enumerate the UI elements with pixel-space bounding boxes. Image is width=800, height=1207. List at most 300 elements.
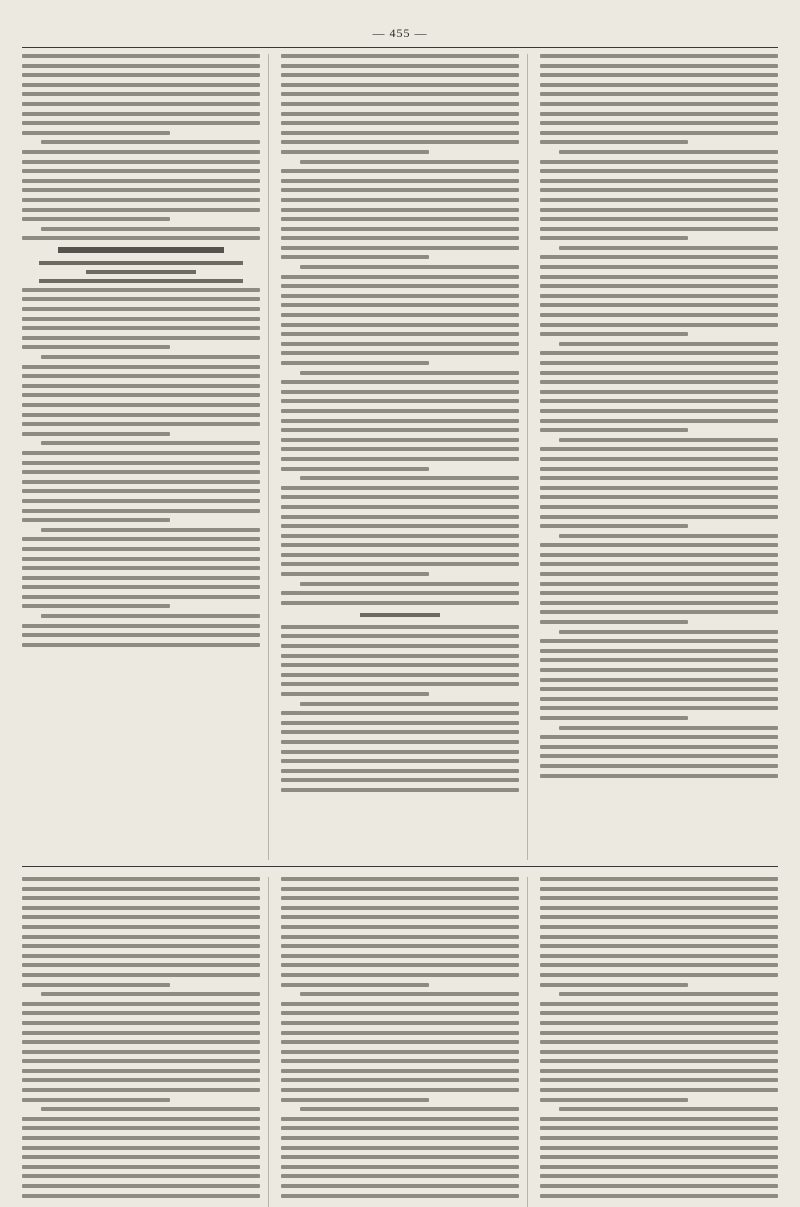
text-line-placeholder xyxy=(22,1098,170,1102)
text-line-placeholder xyxy=(22,1088,260,1092)
text-line-placeholder xyxy=(22,954,260,958)
text-line-placeholder xyxy=(540,112,778,116)
text-line-placeholder xyxy=(22,1126,260,1130)
text-line-placeholder xyxy=(22,365,260,369)
text-line-placeholder xyxy=(22,518,170,522)
text-line-placeholder xyxy=(22,1155,260,1159)
text-line-placeholder xyxy=(281,83,519,87)
text-line-placeholder xyxy=(281,284,519,288)
text-line-placeholder xyxy=(540,1184,778,1188)
text-line-placeholder xyxy=(540,495,778,499)
text-line-placeholder xyxy=(540,457,778,461)
text-line-placeholder xyxy=(281,54,519,58)
lower-column-right xyxy=(540,877,778,1207)
text-line-placeholder xyxy=(281,711,519,715)
text-line-placeholder xyxy=(540,1078,778,1082)
text-line-placeholder xyxy=(540,1098,688,1102)
text-line-placeholder xyxy=(22,896,260,900)
text-line-placeholder xyxy=(540,935,778,939)
text-line-placeholder xyxy=(540,754,778,758)
text-line-placeholder xyxy=(300,1107,519,1111)
upper-column-middle xyxy=(281,54,528,860)
text-line-placeholder xyxy=(22,1146,260,1150)
text-line-placeholder xyxy=(281,1059,519,1063)
text-line-placeholder xyxy=(540,428,688,432)
text-line-placeholder xyxy=(540,591,778,595)
text-line-placeholder xyxy=(281,601,519,605)
text-line-placeholder xyxy=(281,188,519,192)
text-line-placeholder xyxy=(22,422,260,426)
text-line-placeholder xyxy=(540,140,688,144)
text-line-placeholder xyxy=(300,702,519,706)
text-line-placeholder xyxy=(540,1194,778,1198)
text-line-placeholder xyxy=(281,673,519,677)
text-line-placeholder xyxy=(22,131,170,135)
text-line-placeholder xyxy=(540,1117,778,1121)
text-line-placeholder xyxy=(22,413,260,417)
text-line-placeholder xyxy=(281,1021,519,1025)
text-line-placeholder xyxy=(540,1059,778,1063)
text-line-placeholder xyxy=(22,112,260,116)
text-line-placeholder xyxy=(281,973,519,977)
text-line-placeholder xyxy=(22,1117,260,1121)
text-line-placeholder xyxy=(540,332,688,336)
text-line-placeholder xyxy=(540,121,778,125)
text-line-placeholder xyxy=(281,1155,519,1159)
text-line-placeholder xyxy=(559,726,778,730)
text-line-placeholder xyxy=(540,390,778,394)
text-line-placeholder xyxy=(540,896,778,900)
text-line-placeholder xyxy=(22,1165,260,1169)
text-line-placeholder xyxy=(281,721,519,725)
text-line-placeholder xyxy=(540,419,778,423)
text-line-placeholder xyxy=(540,303,778,307)
text-line-placeholder xyxy=(22,432,170,436)
text-line-placeholder xyxy=(540,1088,778,1092)
text-line-placeholder xyxy=(281,983,429,987)
text-line-placeholder xyxy=(41,1107,260,1111)
text-line-placeholder xyxy=(540,275,778,279)
text-line-placeholder xyxy=(22,160,260,164)
text-line-placeholder xyxy=(300,371,519,375)
text-line-placeholder xyxy=(281,1002,519,1006)
text-line-placeholder xyxy=(22,537,260,541)
text-line-placeholder xyxy=(22,54,260,58)
text-line-placeholder xyxy=(540,188,778,192)
text-line-placeholder xyxy=(540,198,778,202)
text-line-placeholder xyxy=(540,217,778,221)
text-line-placeholder xyxy=(281,1050,519,1054)
text-line-placeholder xyxy=(22,64,260,68)
text-line-placeholder xyxy=(22,1194,260,1198)
text-line-placeholder xyxy=(22,73,260,77)
text-line-placeholder xyxy=(540,1011,778,1015)
text-line-placeholder xyxy=(281,1088,519,1092)
text-line-placeholder xyxy=(540,1126,778,1130)
text-line-placeholder xyxy=(281,140,519,144)
text-line-placeholder xyxy=(22,288,260,292)
text-line-placeholder xyxy=(281,1040,519,1044)
header-rule xyxy=(22,47,778,48)
text-line-placeholder xyxy=(281,447,519,451)
text-line-placeholder xyxy=(22,604,170,608)
text-line-placeholder xyxy=(22,217,170,221)
text-line-placeholder xyxy=(540,678,778,682)
upper-article xyxy=(22,54,778,860)
text-line-placeholder xyxy=(540,1165,778,1169)
text-line-placeholder xyxy=(281,121,519,125)
article-divider xyxy=(22,866,778,867)
text-line-placeholder xyxy=(281,428,519,432)
text-line-placeholder xyxy=(559,342,778,346)
text-line-placeholder xyxy=(281,112,519,116)
text-line-placeholder xyxy=(22,643,260,647)
text-line-placeholder xyxy=(540,361,778,365)
text-line-placeholder xyxy=(540,963,778,967)
text-line-placeholder xyxy=(540,265,778,269)
text-line-placeholder xyxy=(540,582,778,586)
text-line-placeholder xyxy=(540,515,778,519)
text-line-placeholder xyxy=(281,323,519,327)
text-line-placeholder xyxy=(281,486,519,490)
text-line-placeholder xyxy=(41,528,260,532)
text-line-placeholder xyxy=(22,461,260,465)
text-line-placeholder xyxy=(22,566,260,570)
text-line-placeholder xyxy=(540,745,778,749)
text-line-placeholder xyxy=(22,509,260,513)
text-line-placeholder xyxy=(22,1021,260,1025)
text-line-placeholder xyxy=(22,179,260,183)
text-line-placeholder xyxy=(281,208,519,212)
text-line-placeholder xyxy=(22,877,260,881)
text-line-placeholder xyxy=(22,403,260,407)
text-line-placeholder xyxy=(281,351,519,355)
text-line-placeholder xyxy=(281,399,519,403)
text-line-placeholder xyxy=(540,1040,778,1044)
text-line-placeholder xyxy=(281,778,519,782)
text-line-placeholder xyxy=(281,1011,519,1015)
text-line-placeholder xyxy=(281,896,519,900)
text-line-placeholder xyxy=(559,992,778,996)
text-line-placeholder xyxy=(281,409,519,413)
text-line-placeholder xyxy=(22,624,260,628)
text-line-placeholder xyxy=(22,489,260,493)
text-line-placeholder xyxy=(22,1078,260,1082)
text-line-placeholder xyxy=(540,973,778,977)
text-line-placeholder xyxy=(281,1194,519,1198)
text-line-placeholder xyxy=(540,208,778,212)
text-line-placeholder xyxy=(559,150,778,154)
text-line-placeholder xyxy=(281,102,519,106)
text-line-placeholder xyxy=(540,706,778,710)
text-line-placeholder xyxy=(300,265,519,269)
text-line-placeholder xyxy=(22,480,260,484)
text-line-placeholder xyxy=(540,553,778,557)
text-line-placeholder xyxy=(540,236,688,240)
text-line-placeholder xyxy=(22,925,260,929)
text-line-placeholder xyxy=(281,1146,519,1150)
text-line-placeholder xyxy=(540,620,688,624)
text-line-placeholder xyxy=(540,131,778,135)
text-line-placeholder xyxy=(281,562,519,566)
text-line-placeholder xyxy=(22,393,260,397)
text-line-placeholder xyxy=(281,944,519,948)
text-line-placeholder xyxy=(540,294,778,298)
text-line-placeholder xyxy=(540,572,778,576)
text-line-placeholder xyxy=(41,441,260,445)
text-line-placeholder xyxy=(41,992,260,996)
text-line-placeholder xyxy=(281,935,519,939)
text-line-placeholder xyxy=(540,1031,778,1035)
text-line-placeholder xyxy=(540,64,778,68)
text-line-placeholder xyxy=(281,877,519,881)
text-line-placeholder xyxy=(22,973,260,977)
text-line-placeholder xyxy=(281,438,519,442)
text-line-placeholder xyxy=(281,227,519,231)
text-line-placeholder xyxy=(22,633,260,637)
text-line-placeholder xyxy=(281,303,519,307)
text-line-placeholder xyxy=(281,1078,519,1082)
text-line-placeholder xyxy=(281,332,519,336)
text-line-placeholder xyxy=(540,284,778,288)
subheading-placeholder xyxy=(86,270,195,274)
text-line-placeholder xyxy=(22,1031,260,1035)
text-line-placeholder xyxy=(281,131,519,135)
text-line-placeholder xyxy=(281,644,519,648)
subheading-placeholder xyxy=(39,261,244,265)
text-line-placeholder xyxy=(540,179,778,183)
text-line-placeholder xyxy=(22,906,260,910)
text-line-placeholder xyxy=(540,1155,778,1159)
text-line-placeholder xyxy=(300,160,519,164)
text-line-placeholder xyxy=(540,925,778,929)
text-line-placeholder xyxy=(281,495,519,499)
text-line-placeholder xyxy=(22,208,260,212)
text-line-placeholder xyxy=(281,682,519,686)
heading-placeholder xyxy=(58,247,225,253)
text-line-placeholder xyxy=(540,562,778,566)
text-line-placeholder xyxy=(22,1184,260,1188)
text-line-placeholder xyxy=(540,102,778,106)
text-line-placeholder xyxy=(281,553,519,557)
text-line-placeholder xyxy=(281,457,519,461)
text-line-placeholder xyxy=(540,1069,778,1073)
text-line-placeholder xyxy=(540,601,778,605)
text-line-placeholder xyxy=(540,915,778,919)
text-line-placeholder xyxy=(540,1021,778,1025)
text-line-placeholder xyxy=(22,83,260,87)
text-line-placeholder xyxy=(281,543,519,547)
text-line-placeholder xyxy=(559,1107,778,1111)
text-line-placeholder xyxy=(41,614,260,618)
text-line-placeholder xyxy=(281,275,519,279)
upper-column-right xyxy=(540,54,778,860)
text-line-placeholder xyxy=(281,654,519,658)
text-line-placeholder xyxy=(22,102,260,106)
subheading-placeholder xyxy=(39,279,244,283)
text-line-placeholder xyxy=(540,543,778,547)
text-line-placeholder xyxy=(540,1050,778,1054)
upper-column-left xyxy=(22,54,269,860)
text-line-placeholder xyxy=(22,935,260,939)
text-line-placeholder xyxy=(22,1069,260,1073)
text-line-placeholder xyxy=(281,169,519,173)
text-line-placeholder xyxy=(22,236,260,240)
text-line-placeholder xyxy=(540,668,778,672)
text-line-placeholder xyxy=(281,505,519,509)
text-line-placeholder xyxy=(281,572,429,576)
text-line-placeholder xyxy=(281,150,429,154)
text-line-placeholder xyxy=(300,476,519,480)
text-line-placeholder xyxy=(540,399,778,403)
text-line-placeholder xyxy=(281,730,519,734)
text-line-placeholder xyxy=(540,906,778,910)
text-line-placeholder xyxy=(281,1126,519,1130)
text-line-placeholder xyxy=(41,140,260,144)
text-line-placeholder xyxy=(22,297,260,301)
text-line-placeholder xyxy=(540,735,778,739)
text-line-placeholder xyxy=(22,121,260,125)
text-line-placeholder xyxy=(540,380,778,384)
text-line-placeholder xyxy=(281,625,519,629)
text-line-placeholder xyxy=(281,591,519,595)
text-line-placeholder xyxy=(22,92,260,96)
text-line-placeholder xyxy=(22,983,170,987)
text-line-placeholder xyxy=(22,326,260,330)
text-line-placeholder xyxy=(281,342,519,346)
text-line-placeholder xyxy=(540,697,778,701)
text-line-placeholder xyxy=(22,1136,260,1140)
text-line-placeholder xyxy=(540,476,778,480)
text-line-placeholder xyxy=(22,887,260,891)
text-line-placeholder xyxy=(300,992,519,996)
text-line-placeholder xyxy=(540,467,778,471)
text-line-placeholder xyxy=(281,887,519,891)
text-line-placeholder xyxy=(540,944,778,948)
text-line-placeholder xyxy=(540,486,778,490)
text-line-placeholder xyxy=(22,1059,260,1063)
text-line-placeholder xyxy=(281,769,519,773)
text-line-placeholder xyxy=(540,227,778,231)
text-line-placeholder xyxy=(22,585,260,589)
text-line-placeholder xyxy=(540,73,778,77)
text-line-placeholder xyxy=(540,409,778,413)
text-line-placeholder xyxy=(41,227,260,231)
text-line-placeholder xyxy=(281,179,519,183)
text-line-placeholder xyxy=(22,547,260,551)
text-line-placeholder xyxy=(281,1165,519,1169)
text-line-placeholder xyxy=(559,630,778,634)
text-line-placeholder xyxy=(281,246,519,250)
text-line-placeholder xyxy=(22,198,260,202)
text-line-placeholder xyxy=(22,188,260,192)
text-line-placeholder xyxy=(281,1117,519,1121)
text-line-placeholder xyxy=(281,1098,429,1102)
text-line-placeholder xyxy=(540,1002,778,1006)
text-line-placeholder xyxy=(540,92,778,96)
text-line-placeholder xyxy=(281,92,519,96)
text-line-placeholder xyxy=(281,380,519,384)
text-line-placeholder xyxy=(540,351,778,355)
text-line-placeholder xyxy=(559,246,778,250)
text-line-placeholder xyxy=(540,323,778,327)
text-line-placeholder xyxy=(540,983,688,987)
text-line-placeholder xyxy=(22,1050,260,1054)
text-line-placeholder xyxy=(540,160,778,164)
text-line-placeholder xyxy=(281,217,519,221)
text-line-placeholder xyxy=(281,954,519,958)
centred-subtitle-placeholder xyxy=(360,613,441,617)
text-line-placeholder xyxy=(41,355,260,359)
text-line-placeholder xyxy=(540,716,688,720)
text-line-placeholder xyxy=(281,534,519,538)
text-line-placeholder xyxy=(281,294,519,298)
text-line-placeholder xyxy=(540,610,778,614)
text-line-placeholder xyxy=(22,374,260,378)
text-line-placeholder xyxy=(281,390,519,394)
text-line-placeholder xyxy=(22,317,260,321)
text-line-placeholder xyxy=(281,1184,519,1188)
text-line-placeholder xyxy=(559,438,778,442)
page-folio: — 455 — xyxy=(372,26,428,40)
text-line-placeholder xyxy=(22,1002,260,1006)
text-line-placeholder xyxy=(281,1069,519,1073)
text-line-placeholder xyxy=(281,915,519,919)
text-line-placeholder xyxy=(22,470,260,474)
text-line-placeholder xyxy=(540,83,778,87)
text-line-placeholder xyxy=(281,313,519,317)
text-line-placeholder xyxy=(281,361,429,365)
text-line-placeholder xyxy=(281,198,519,202)
text-line-placeholder xyxy=(281,906,519,910)
text-line-placeholder xyxy=(22,1011,260,1015)
text-line-placeholder xyxy=(300,582,519,586)
text-line-placeholder xyxy=(281,925,519,929)
text-line-placeholder xyxy=(540,169,778,173)
text-line-placeholder xyxy=(540,887,778,891)
text-line-placeholder xyxy=(22,499,260,503)
lower-article xyxy=(22,877,778,1207)
text-line-placeholder xyxy=(22,963,260,967)
text-line-placeholder xyxy=(540,313,778,317)
text-line-placeholder xyxy=(540,255,778,259)
text-line-placeholder xyxy=(22,557,260,561)
text-line-placeholder xyxy=(22,1040,260,1044)
text-line-placeholder xyxy=(540,505,778,509)
text-line-placeholder xyxy=(281,634,519,638)
text-line-placeholder xyxy=(22,150,260,154)
text-line-placeholder xyxy=(540,954,778,958)
text-line-placeholder xyxy=(540,649,778,653)
text-line-placeholder xyxy=(540,639,778,643)
text-line-placeholder xyxy=(281,255,429,259)
text-line-placeholder xyxy=(281,1136,519,1140)
text-line-placeholder xyxy=(281,692,429,696)
text-line-placeholder xyxy=(540,447,778,451)
text-line-placeholder xyxy=(281,759,519,763)
text-line-placeholder xyxy=(281,515,519,519)
text-line-placeholder xyxy=(281,524,519,528)
text-line-placeholder xyxy=(22,307,260,311)
text-line-placeholder xyxy=(540,524,688,528)
text-line-placeholder xyxy=(281,419,519,423)
lower-column-left xyxy=(22,877,269,1207)
text-line-placeholder xyxy=(22,595,260,599)
text-line-placeholder xyxy=(22,384,260,388)
text-line-placeholder xyxy=(281,467,429,471)
text-line-placeholder xyxy=(540,658,778,662)
text-line-placeholder xyxy=(22,915,260,919)
